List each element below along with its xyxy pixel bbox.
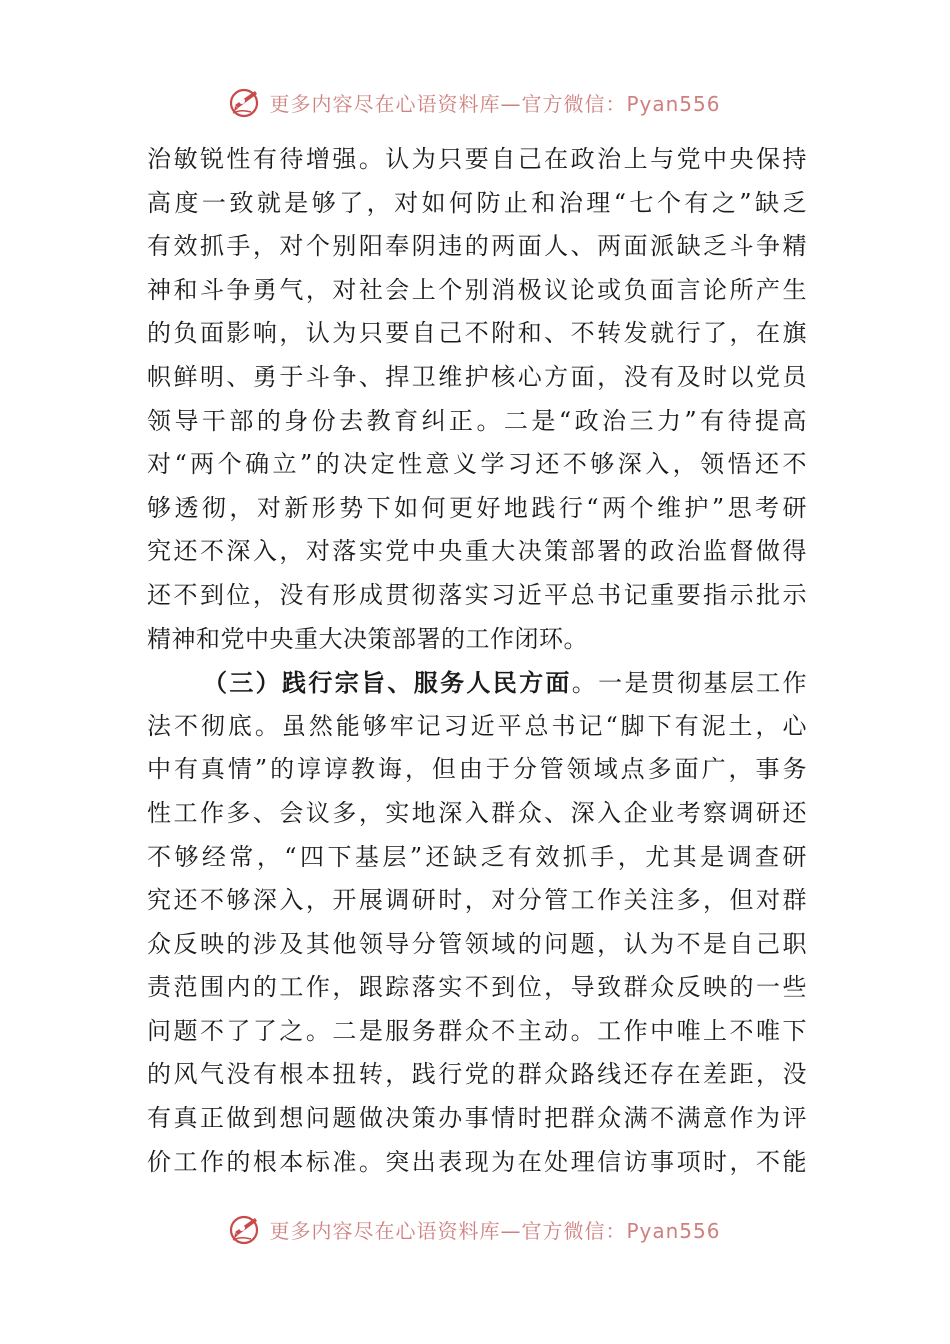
body-line: 有效抓手，对个别阳奉阴违的两面人、两面派缺乏斗争精: [147, 232, 807, 261]
footer-watermark: [0, 1209, 950, 1249]
body-line: 问题不了了之。二是服务群众不主动。工作中唯上不唯下: [147, 1016, 807, 1045]
section-heading-line: [147, 661, 807, 705]
body-line: 对“两个确立”的决定性意义学习还不够深入，领悟还不: [147, 450, 807, 479]
body-line: 有真正做到想问题做决策办事情时把群众满不满意作为评: [147, 1104, 807, 1133]
header-watermark: [0, 82, 950, 122]
body-line: 帜鲜明、勇于斗争、捍卫维护核心方面，没有及时以党员: [147, 362, 807, 391]
body-line: 精神和党中央重大决策部署的工作闭环。: [147, 624, 588, 653]
body-line: 够透彻，对新形势下如何更好地践行“两个维护”思考研: [147, 493, 807, 522]
body-line: 的风气没有根本扭转，践行党的群众路线还存在差距，没: [147, 1060, 807, 1089]
section-first-line-rest: 。一是贯彻基层工作: [571, 669, 808, 698]
body-line: 中有真情”的谆谆教诲，但由于分管领域点多面广，事务: [147, 755, 807, 784]
body-line: 性工作多、会议多，实地深入群众、深入企业考察调研还: [147, 798, 807, 827]
body-line: 高度一致就是够了，对如何防止和治理“七个有之”缺乏: [147, 188, 807, 217]
document-body: [147, 138, 807, 1184]
body-line: 究还不够深入，开展调研时，对分管工作关注多，但对群: [147, 886, 807, 915]
pen-circle-logo-icon: [229, 85, 263, 119]
body-line: 究还不深入，对落实党中央重大决策部署的政治监督做得: [147, 537, 807, 566]
body-line: 的负面影响，认为只要自己不附和、不转发就行了，在旗: [147, 319, 807, 348]
body-line: 不够经常，“四下基层”还缺乏有效抓手，尤其是调查研: [147, 842, 807, 871]
body-line: 法不彻底。虽然能够牢记习近平总书记“脚下有泥土，心: [147, 711, 807, 740]
body-line: 领导干部的身份去教育纠正。二是“政治三力”有待提高: [147, 406, 807, 435]
body-line: 众反映的涉及其他领导分管领域的问题，认为不是自己职: [147, 929, 807, 958]
body-line: 治敏锐性有待增强。认为只要自己在政治上与党中央保持: [147, 145, 807, 173]
body-line: 还不到位，没有形成贯彻落实习近平总书记重要指示批示: [147, 580, 807, 609]
body-line: 神和斗争勇气，对社会上个别消极议论或负面言论所产生: [147, 275, 807, 304]
header-watermark-text: 更多内容尽在心语资料库—官方微信：Pyan556: [269, 91, 721, 116]
section-heading: （三）践行宗旨、服务人民方面: [203, 668, 572, 698]
body-line: 价工作的根本标准。突出表现为在处理信访事项时，不能: [147, 1147, 807, 1176]
body-line: 责范围内的工作，跟踪落实不到位，导致群众反映的一些: [147, 973, 807, 1002]
pen-circle-logo-icon: [229, 1212, 263, 1246]
footer-watermark-text: 更多内容尽在心语资料库—官方微信：Pyan556: [269, 1218, 721, 1243]
